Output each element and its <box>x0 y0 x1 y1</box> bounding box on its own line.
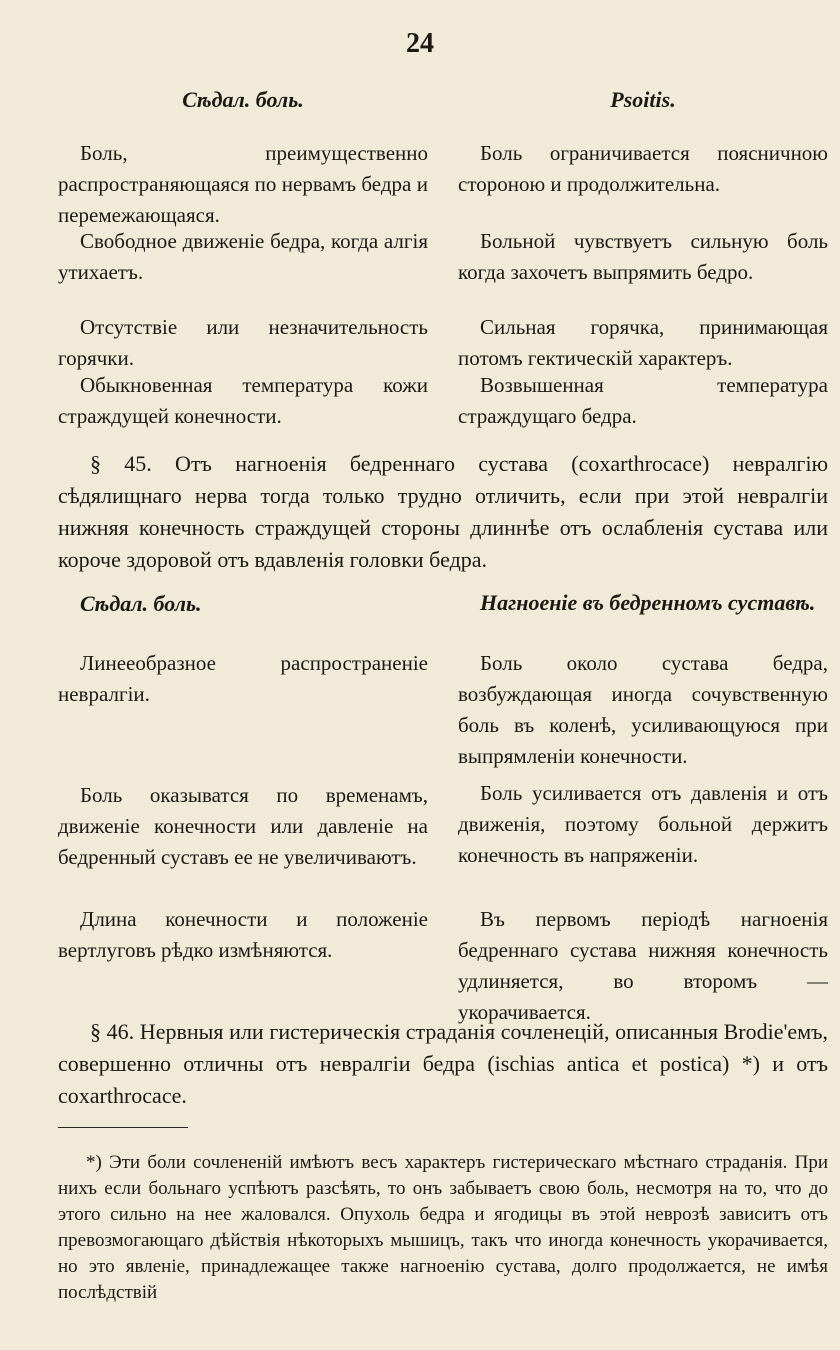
table2-left-entry-1: Линееобразное распространеніе невралгіи. <box>58 651 428 706</box>
table1-right-column <box>458 84 828 428</box>
table2-right-heading: Нагноеніе въ бедренномъ суставѣ. <box>480 590 816 615</box>
table2-right-entry-1: Боль около сустава бедра, возбуждающая иногда сочувственную боль въ коленѣ, усиливающуюся при выпрямленіи конечности. <box>458 651 828 768</box>
table2-left-entry-2: Боль оказыватся по временамъ, движеніе конечности или давленіе на бедренный суставъ ее не увеличиваютъ. <box>58 783 428 869</box>
table2-left-entry-3: Длина конечности и положеніе вертлуговъ рѣдко измѣняются. <box>58 907 428 962</box>
table1-right-entry-2: Больной чувствуетъ сильную боль когда захочетъ выпрямить бедро. <box>458 229 828 284</box>
table1-right-entry-1: Боль ограничивается поясничною стороною и продолжительна. <box>458 141 828 196</box>
table1-left-entry-4: Обыкновенная температура кожи страждущей конечности. <box>58 373 428 428</box>
section-46: § 46. Нервныя или гистерическія страданія сочленецій, описанныя Brodie'емъ, совершенно отличны отъ невралгіи бедра (ischias antica et postica) *) и отъ coxarthrocace. <box>58 1019 828 1108</box>
table1-right-heading: Psoitis. <box>610 87 676 112</box>
table1-right-entry-4: Возвышенная температура страждущаго бедра. <box>458 373 828 428</box>
table1-right-entry-3: Сильная горячка, принимающая потомъ гектическій характеръ. <box>458 315 828 370</box>
comparison-table-2 <box>58 588 828 1024</box>
table1-left-entry-3: Отсутствіе или незначительность горячки. <box>58 315 428 370</box>
table1-left-column <box>58 84 428 428</box>
table1-left-entry-1: Боль, преимущественно распространяющаяся по нервамъ бедра и перемежающаяся. <box>58 141 428 227</box>
page-number: 24 <box>406 28 434 59</box>
footnote: *) Эти боли сочлененій имѣютъ весъ характеръ гистерическаго мѣстнаго страданія. При нихъ если больнаго успѣютъ разсѣять, то онъ забываетъ свою боль, несмотря на то, что до этого сильно на нее жаловался. Опухоль бедра и ягодицы въ этой неврозѣ зависитъ отъ превозмогающаго дѣйствія нѣкоторыхъ мышицъ, такъ что иногда конечность укорачивается, но это явленіе, принадлежащее также нагноенію сустава, долго продолжается, не имѣя послѣдствій <box>58 1152 828 1303</box>
comparison-table-1 <box>58 84 828 428</box>
table1-left-entry-2: Свободное движеніе бедра, когда алгія утихаетъ. <box>58 229 428 284</box>
table2-right-entry-3: Въ первомъ періодѣ нагноенія бедреннаго сустава нижняя конечность удлиняется, во второмъ — укорачивается. <box>458 907 828 1024</box>
table2-left-heading: Сѣдал. боль. <box>80 591 202 616</box>
footnote-rule <box>58 1127 188 1128</box>
table2-right-entry-2: Боль усиливается отъ давленія и отъ движенія, поэтому больной держитъ конечность въ напряженіи. <box>458 781 828 867</box>
section-45: § 45. Отъ нагноенія бедреннаго сустава (coxarthrocace) невралгію сѣдялищнаго нерва тогда только трудно отличить, если при этой невралгіи нижняя конечность страждущей стороны длиннѣе отъ ослабленія сустава или короче здоровой отъ вдавленія головки бедра. <box>58 451 828 572</box>
table1-left-heading: Сѣдал. боль. <box>182 87 304 112</box>
table2-left-column <box>58 588 428 962</box>
table2-right-column <box>458 588 828 1024</box>
